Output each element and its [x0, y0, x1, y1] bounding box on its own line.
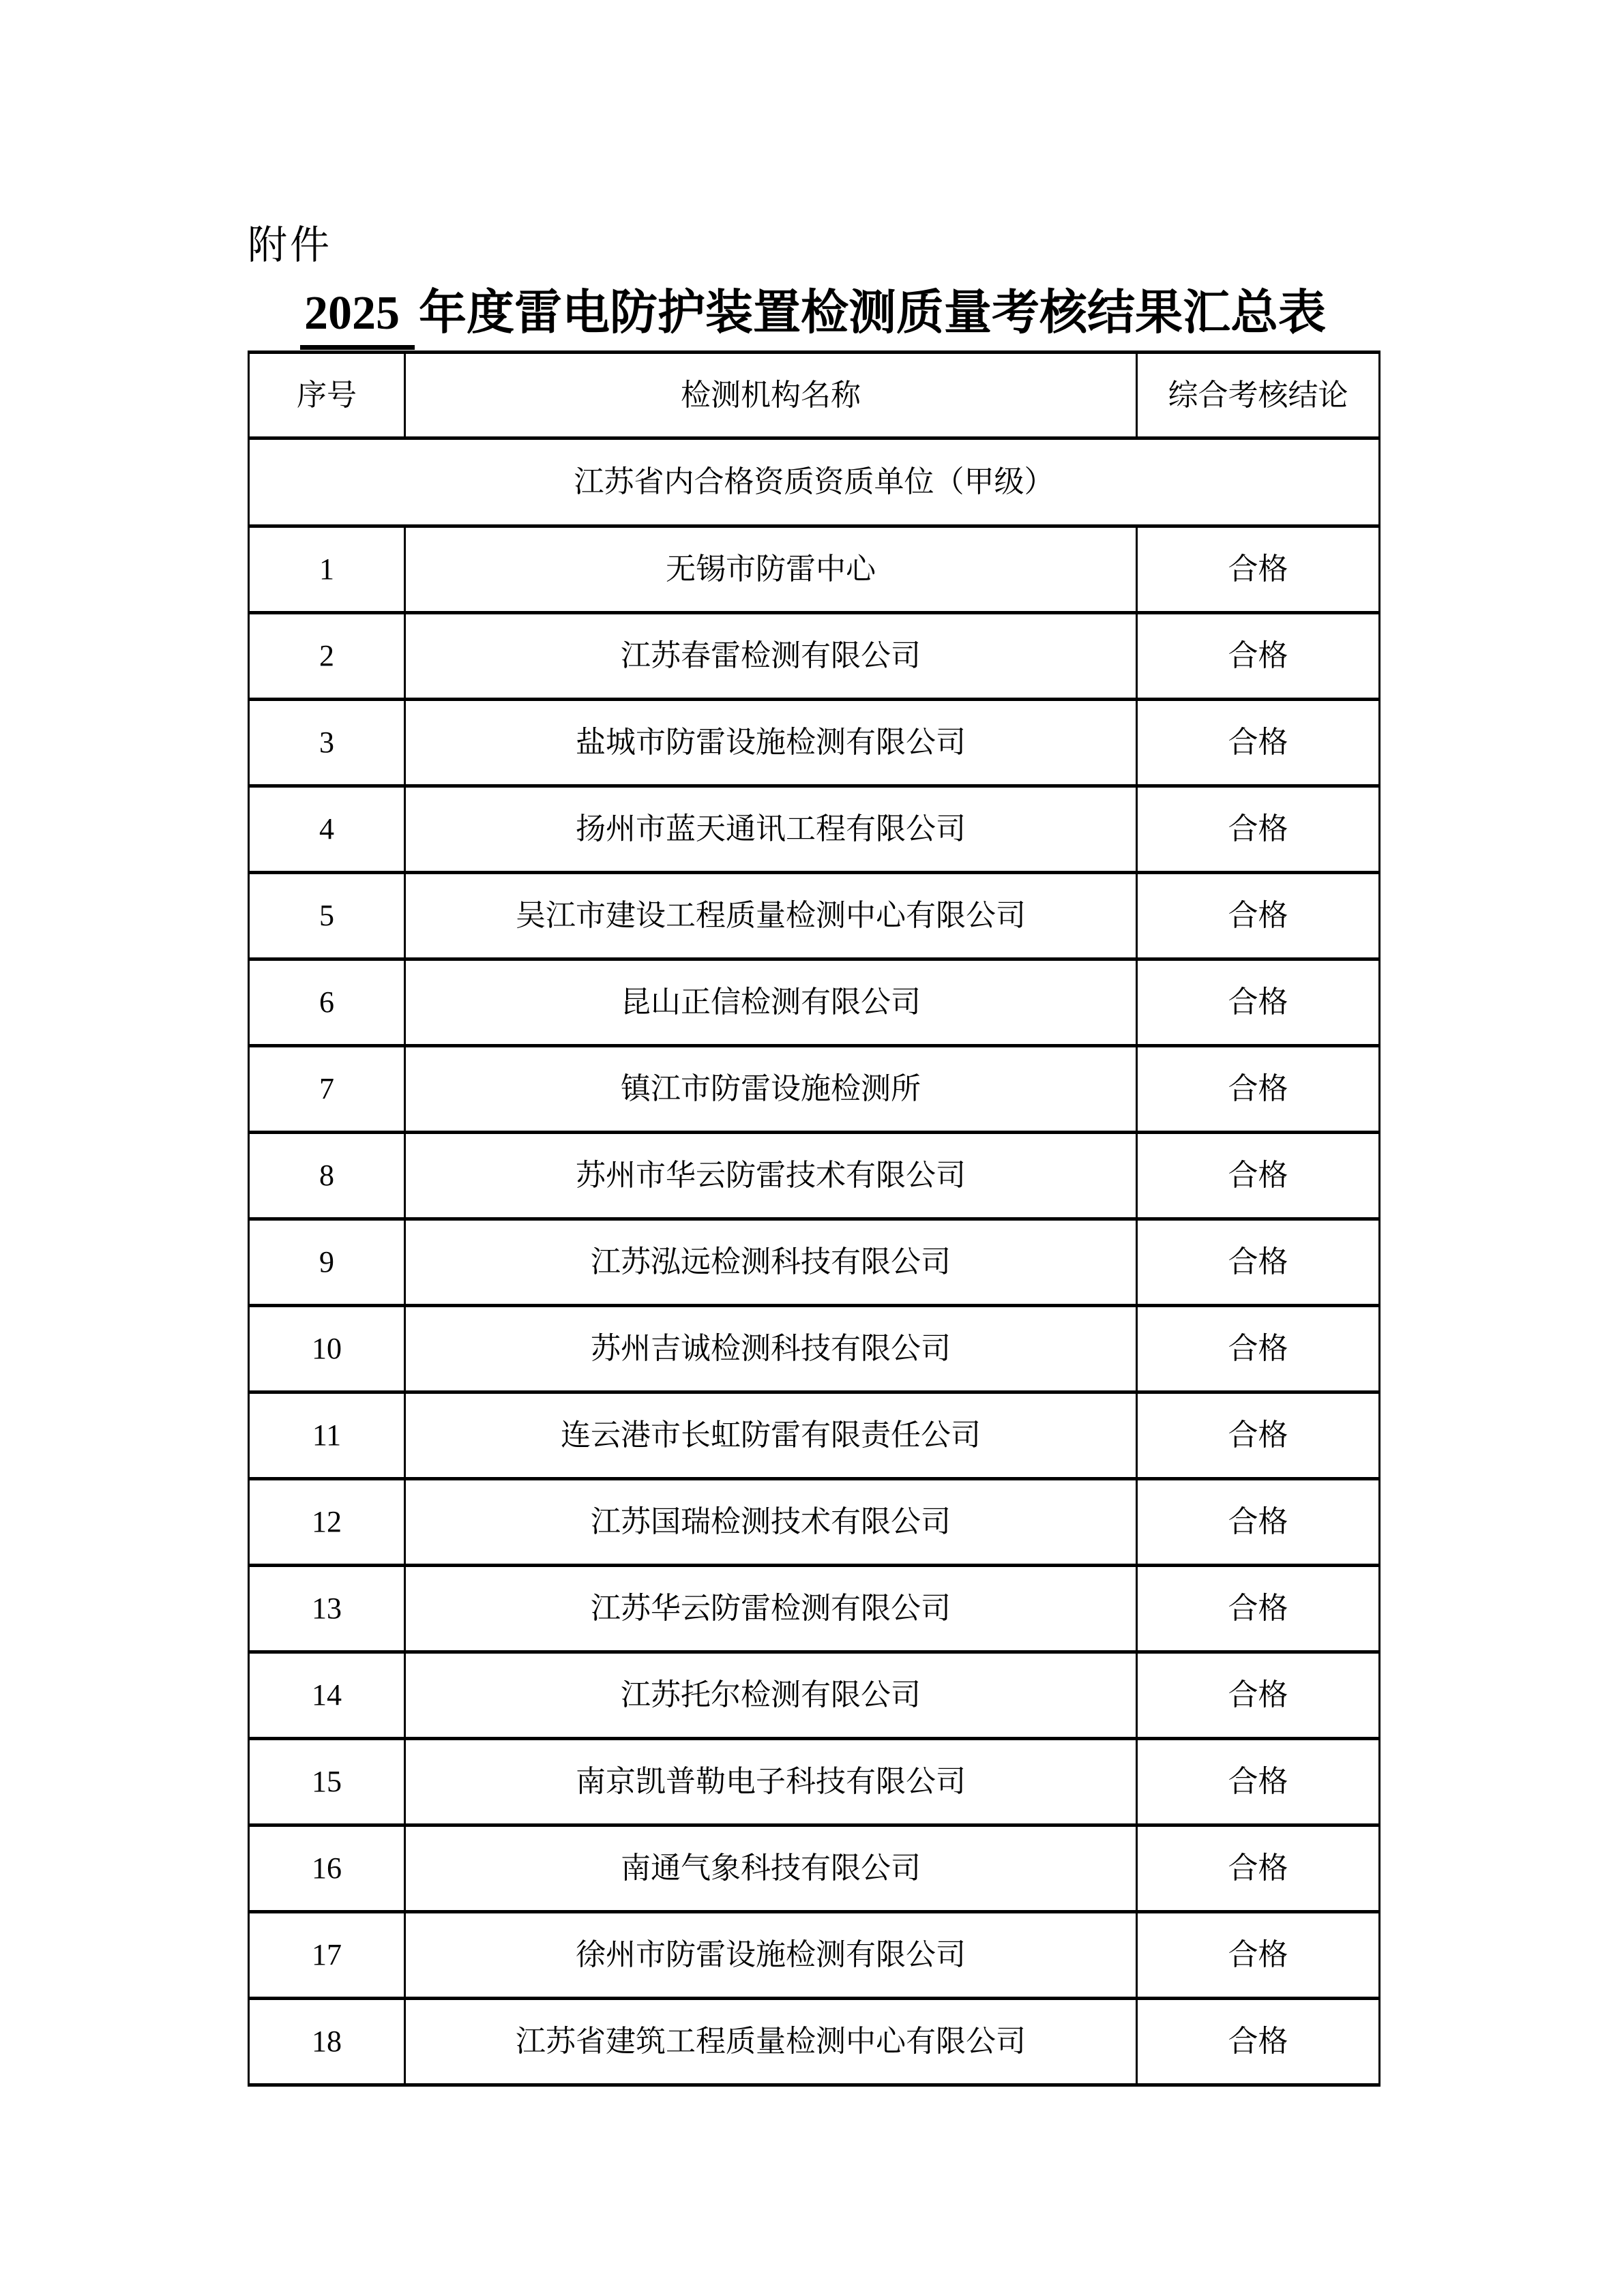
cell-no: 11 — [249, 1392, 405, 1479]
cell-result: 合格 — [1137, 1306, 1380, 1392]
cell-no: 8 — [249, 1133, 405, 1219]
table-row — [249, 1652, 1380, 1739]
cell-no: 12 — [249, 1479, 405, 1566]
cell-result: 合格 — [1137, 526, 1380, 613]
cell-result: 合格 — [1137, 1566, 1380, 1652]
table-row — [249, 786, 1380, 873]
title-text: 年度雷电防护装置检测质量考核结果汇总表 — [419, 287, 1326, 340]
header-cell-no: 序号 — [249, 353, 405, 438]
cell-name: 江苏国瑞检测技术有限公司 — [405, 1479, 1137, 1566]
cell-result: 合格 — [1137, 1392, 1380, 1479]
cell-result: 合格 — [1137, 1912, 1380, 1999]
assessment-result-table — [248, 351, 1381, 2087]
cell-no: 15 — [249, 1739, 405, 1825]
cell-name: 苏州市华云防雷技术有限公司 — [405, 1133, 1137, 1219]
header-cell-name: 检测机构名称 — [405, 353, 1137, 438]
cell-name: 无锡市防雷中心 — [405, 526, 1137, 613]
header-cell-result: 综合考核结论 — [1137, 353, 1380, 438]
cell-result: 合格 — [1137, 1825, 1380, 1912]
cell-name: 南通气象科技有限公司 — [405, 1825, 1137, 1912]
cell-name: 连云港市长虹防雷有限责任公司 — [405, 1392, 1137, 1479]
attachment-label: 附件 — [248, 223, 333, 267]
document-title — [248, 285, 1378, 350]
cell-name: 盐城市防雷设施检测有限公司 — [405, 700, 1137, 786]
table-row — [249, 1739, 1380, 1825]
cell-no: 1 — [249, 526, 405, 613]
table-row — [249, 1219, 1380, 1306]
cell-no: 3 — [249, 700, 405, 786]
cell-name: 南京凯普勒电子科技有限公司 — [405, 1739, 1137, 1825]
cell-name: 江苏泓远检测科技有限公司 — [405, 1219, 1137, 1306]
cell-no: 14 — [249, 1652, 405, 1739]
cell-name: 江苏托尔检测有限公司 — [405, 1652, 1137, 1739]
cell-no: 5 — [249, 873, 405, 959]
table-row — [249, 1479, 1380, 1566]
cell-result: 合格 — [1137, 1046, 1380, 1133]
cell-no: 9 — [249, 1219, 405, 1306]
cell-result: 合格 — [1137, 1999, 1380, 2085]
cell-result: 合格 — [1137, 873, 1380, 959]
cell-no: 4 — [249, 786, 405, 873]
cell-name: 江苏省建筑工程质量检测中心有限公司 — [405, 1999, 1137, 2085]
table-row — [249, 873, 1380, 959]
table-row — [249, 1999, 1380, 2085]
cell-no: 6 — [249, 959, 405, 1046]
table-body — [249, 438, 1380, 2085]
table-row — [249, 1133, 1380, 1219]
cell-no: 13 — [249, 1566, 405, 1652]
cell-no: 18 — [249, 1999, 405, 2085]
table-row — [249, 1825, 1380, 1912]
cell-result: 合格 — [1137, 959, 1380, 1046]
table-row — [249, 1566, 1380, 1652]
cell-result: 合格 — [1137, 700, 1380, 786]
cell-name: 吴江市建设工程质量检测中心有限公司 — [405, 873, 1137, 959]
table-header-row — [249, 353, 1380, 438]
cell-result: 合格 — [1137, 613, 1380, 700]
table-row — [249, 1912, 1380, 1999]
table-row — [249, 959, 1380, 1046]
cell-no: 2 — [249, 613, 405, 700]
cell-name: 镇江市防雷设施检测所 — [405, 1046, 1137, 1133]
cell-name: 昆山正信检测有限公司 — [405, 959, 1137, 1046]
cell-result: 合格 — [1137, 1133, 1380, 1219]
cell-result: 合格 — [1137, 1479, 1380, 1566]
cell-name: 扬州市蓝天通讯工程有限公司 — [405, 786, 1137, 873]
table-row — [249, 700, 1380, 786]
section-header-cell: 江苏省内合格资质资质单位（甲级） — [249, 438, 1380, 526]
cell-name: 江苏春雷检测有限公司 — [405, 613, 1137, 700]
cell-no: 17 — [249, 1912, 405, 1999]
cell-name: 江苏华云防雷检测有限公司 — [405, 1566, 1137, 1652]
cell-name: 苏州吉诚检测科技有限公司 — [405, 1306, 1137, 1392]
cell-no: 10 — [249, 1306, 405, 1392]
cell-no: 7 — [249, 1046, 405, 1133]
table-row — [249, 526, 1380, 613]
cell-result: 合格 — [1137, 1652, 1380, 1739]
cell-result: 合格 — [1137, 786, 1380, 873]
table-row — [249, 1392, 1380, 1479]
table-row — [249, 1306, 1380, 1392]
table-row — [249, 613, 1380, 700]
table-row — [249, 1046, 1380, 1133]
cell-result: 合格 — [1137, 1219, 1380, 1306]
title-year-underlined: 2025 — [300, 285, 415, 350]
cell-name: 徐州市防雷设施检测有限公司 — [405, 1912, 1137, 1999]
section-header-row — [249, 438, 1380, 526]
cell-result: 合格 — [1137, 1739, 1380, 1825]
cell-no: 16 — [249, 1825, 405, 1912]
